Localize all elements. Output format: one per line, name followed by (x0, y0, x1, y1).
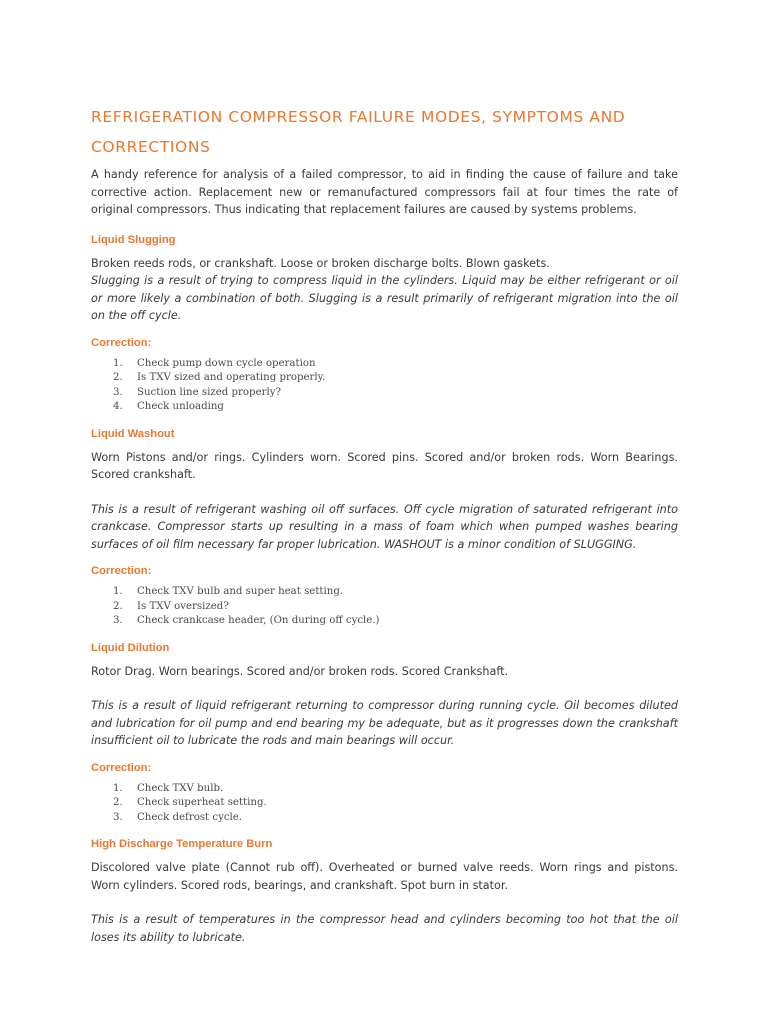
section-heading: Liquid Dilution (91, 641, 170, 654)
correction-steps (91, 782, 678, 826)
explanation-text: This is a result of liquid refrigerant returning to compressor during running cycle. Oil becomes diluted and lubrication for oil pump and end bearing my be adequate, but as it progresses down the crankshaft insufficient oil to lubricate the rods and main bearings will occur. (91, 699, 678, 747)
correction-steps (91, 357, 678, 415)
correction-step: 2. Is TXV oversized? (113, 600, 229, 612)
correction-step: 3. Check crankcase header, (On during off cycle.) (113, 615, 380, 626)
document-page (91, 102, 678, 946)
symptoms-text: Discolored valve plate (Cannot rub off). Overheated or burned valve reeds. Worn rings and pistons. Worn cylinders. Scored rods, bearings, and crankshaft. Spot burn in stator. (91, 861, 678, 892)
correction-step: 1. Check TXV bulb and super heat setting. (113, 586, 344, 597)
correction-step: 3. Suction line sized properly? (113, 386, 281, 398)
correction-step: 1. Check TXV bulb. (113, 782, 224, 794)
correction-step: 2. Check superheat setting. (113, 797, 267, 808)
symptoms-text: Broken reeds rods, or crankshaft. Loose or broken discharge bolts. Blown gaskets. (91, 256, 550, 270)
symptoms-text: Worn Pistons and/or rings. Cylinders worn. Scored pins. Scored and/or broken rods. Worn Bearings. Scored crankshaft. (91, 450, 678, 481)
correction-step: 3. Check defrost cycle. (113, 811, 243, 823)
section-heading: Liquid Washout (91, 427, 175, 440)
explanation-text: This is a result of temperatures in the compressor head and cylinders becoming too hot that the oil loses its ability to lubricate. (91, 913, 678, 944)
correction-label: Correction: (91, 761, 152, 774)
correction-label: Correction: (91, 336, 152, 349)
correction-step: 2. Is TXV sized and operating properly. (113, 372, 326, 383)
section-liquid-slugging (91, 233, 678, 415)
explanation-text: This is a result of refrigerant washing oil off surfaces. Off cycle migration of saturated refrigerant into crankcase. Compressor starts up resulting in a mass of foam which when pumped washes bearing surfaces of oil film necessary far proper lubrication. WASHOUT is a minor condition of SLUGGING. (91, 502, 678, 551)
correction-label: Correction: (91, 565, 152, 577)
symptoms-text: Rotor Drag. Worn bearings. Scored and/or broken rods. Scored Crankshaft. (91, 664, 509, 678)
correction-step: 4. Check unloading (113, 401, 224, 412)
intro-paragraph: A handy reference for analysis of a failed compressor, to aid in finding the cause of failure and take corrective action. Replacement new or remanufactured compressors fail at four times the rate of original compressors. Thus indicating that replacement failures are caused by systems problems. (91, 168, 678, 216)
section-liquid-dilution (91, 641, 678, 826)
correction-step: 1. Check pump down cycle operation (113, 357, 316, 369)
correction-steps (91, 585, 678, 629)
section-high-discharge-temperature-burn (91, 837, 678, 946)
section-heading: Liquid Slugging (91, 233, 176, 246)
section-heading: High Discharge Temperature Burn (91, 838, 273, 850)
document-title: REFRIGERATION COMPRESSOR FAILURE MODES, SYMPTOMS AND CORRECTIONS (91, 108, 626, 156)
section-liquid-washout (91, 427, 678, 629)
explanation-text: Slugging is a result of trying to compress liquid in the cylinders. Liquid may be either refrigerant or oil or more likely a combination of both. Slugging is a result primarily of refrigerant migration into the oil on the off cycle. (91, 274, 678, 322)
